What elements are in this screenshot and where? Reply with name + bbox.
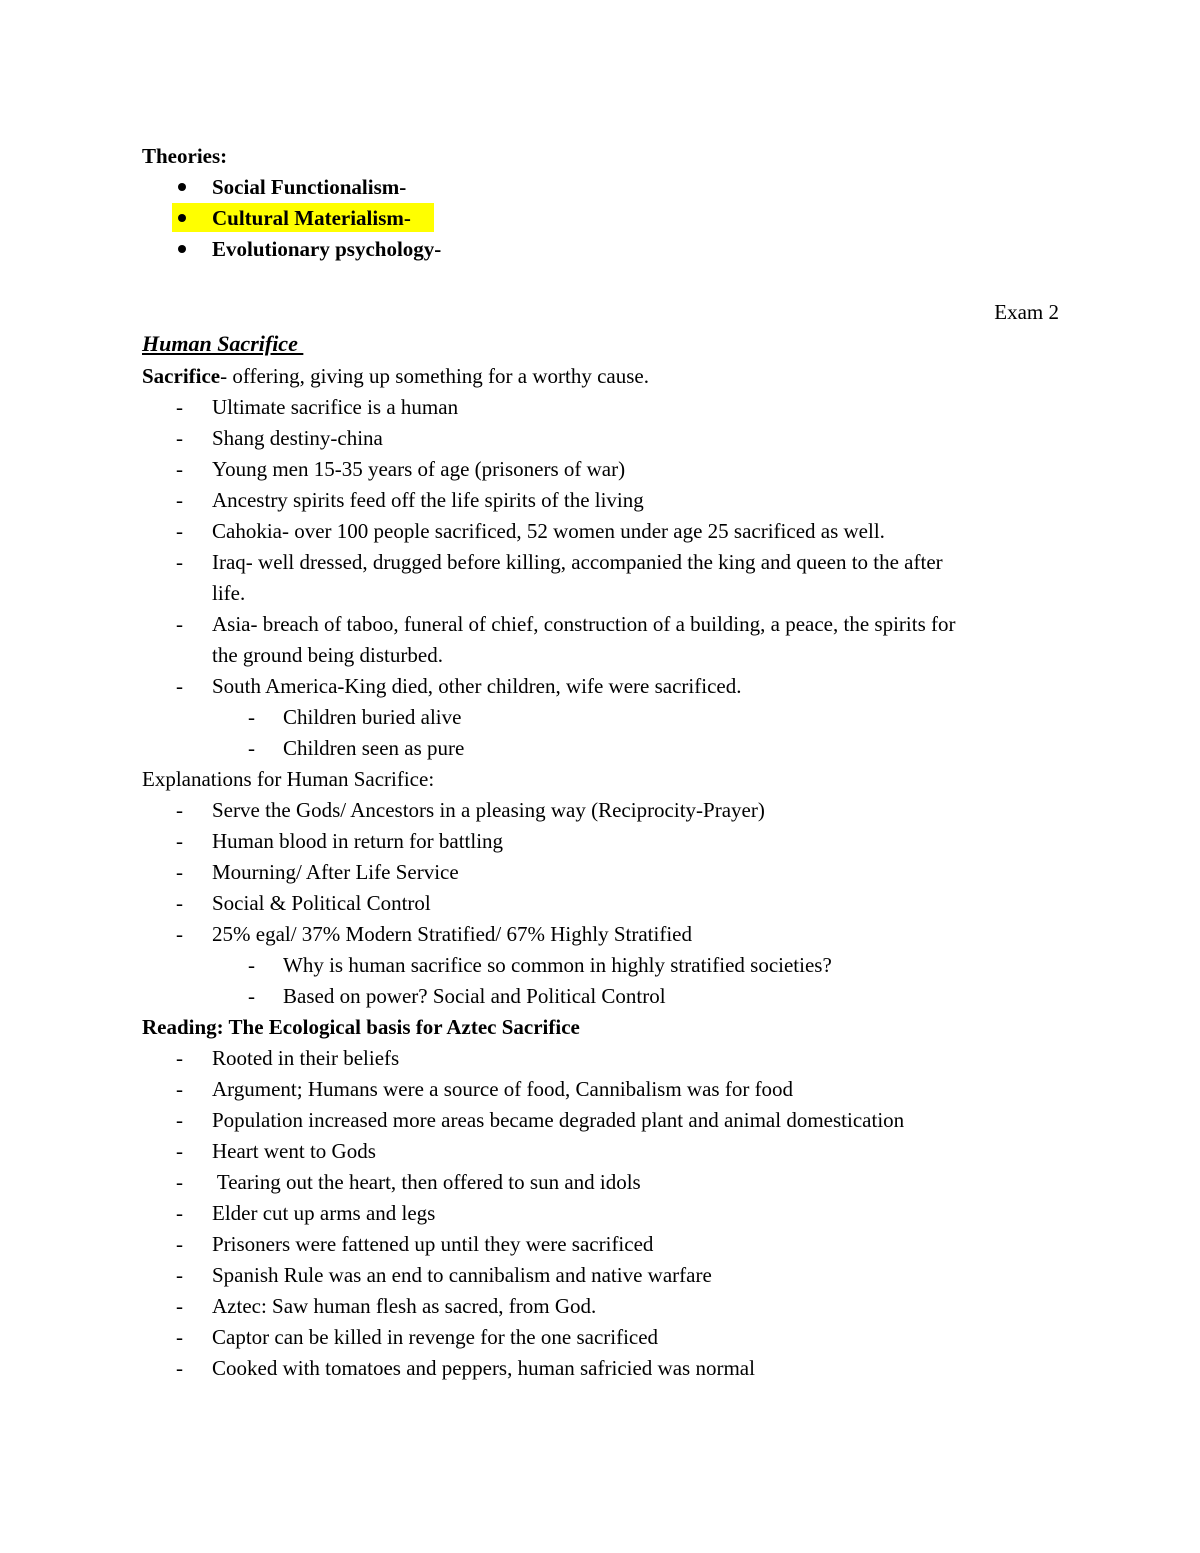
- dash-marker: -: [176, 426, 183, 450]
- dash-marker: -: [176, 1263, 183, 1287]
- dash-marker: -: [248, 984, 255, 1008]
- dash-marker: -: [176, 1046, 183, 1070]
- dash-marker: -: [176, 519, 183, 543]
- list-item: Social & Political Control: [212, 891, 431, 915]
- dash-marker: -: [176, 829, 183, 853]
- list-item: Shang destiny-china: [212, 426, 383, 450]
- dash-marker: -: [176, 1108, 183, 1132]
- theory-evolutionary-psychology: Evolutionary psychology-: [212, 237, 442, 261]
- sub-list-item: Children buried alive: [283, 705, 462, 729]
- bullet-icon: [178, 245, 186, 253]
- list-item: Ancestry spirits feed off the life spirits of the living: [212, 488, 644, 512]
- list-item: Iraq- well dressed, drugged before killing, accompanied the king and queen to the after: [212, 550, 943, 574]
- list-item: Aztec: Saw human flesh as sacred, from God.: [212, 1294, 597, 1318]
- list-item: Mourning/ After Life Service: [212, 860, 459, 884]
- dash-marker: -: [176, 1325, 183, 1349]
- dash-marker: -: [176, 860, 183, 884]
- bullet-icon: [178, 214, 186, 222]
- list-item: Human blood in return for battling: [212, 829, 504, 853]
- sub-list-item: Children seen as pure: [283, 736, 465, 760]
- list-item: Young men 15-35 years of age (prisoners of war): [212, 457, 626, 481]
- dash-marker: -: [176, 1356, 183, 1380]
- list-item: 25% egal/ 37% Modern Stratified/ 67% Highly Stratified: [212, 922, 692, 946]
- list-item-continuation: the ground being disturbed.: [212, 643, 443, 667]
- dash-marker: -: [176, 922, 183, 946]
- dash-marker: -: [176, 891, 183, 915]
- dash-marker: -: [176, 1170, 183, 1194]
- dash-marker: -: [176, 550, 183, 574]
- sub-list-item: Why is human sacrifice so common in highly stratified societies?: [283, 953, 832, 977]
- theories-heading: Theories:: [142, 144, 228, 168]
- list-item: Population increased more areas became degraded plant and animal domestication: [212, 1108, 905, 1132]
- list-item: Asia- breach of taboo, funeral of chief, construction of a building, a peace, the spirits for: [212, 612, 956, 636]
- list-item: Prisoners were fattened up until they were sacrificed: [212, 1232, 654, 1256]
- exam-label: Exam 2: [994, 300, 1059, 324]
- dash-marker: -: [176, 1232, 183, 1256]
- list-item: South America-King died, other children, wife were sacrificed.: [212, 674, 742, 698]
- dash-marker: -: [248, 705, 255, 729]
- list-item: Rooted in their beliefs: [212, 1046, 400, 1070]
- dash-marker: -: [176, 798, 183, 822]
- list-item: Cooked with tomatoes and peppers, human safricied was normal: [212, 1356, 755, 1380]
- dash-marker: -: [176, 612, 183, 636]
- definition-text: - offering, giving up something for a worthy cause.: [220, 364, 649, 388]
- list-item: Elder cut up arms and legs: [212, 1201, 436, 1225]
- list-item: Argument; Humans were a source of food, Cannibalism was for food: [212, 1077, 794, 1101]
- list-item: Tearing out the heart, then offered to sun and idols: [212, 1170, 641, 1194]
- dash-marker: -: [248, 953, 255, 977]
- definition-term: Sacrifice: [142, 364, 221, 388]
- section-title: Human Sacrifice: [142, 331, 304, 356]
- list-item: Ultimate sacrifice is a human: [212, 395, 459, 419]
- dash-marker: -: [176, 674, 183, 698]
- theory-social-functionalism: Social Functionalism-: [212, 175, 407, 199]
- dash-marker: -: [176, 1077, 183, 1101]
- list-item-continuation: life.: [212, 581, 246, 605]
- dash-marker: -: [176, 1294, 183, 1318]
- list-item: Heart went to Gods: [212, 1139, 376, 1163]
- list-item: Captor can be killed in revenge for the one sacrificed: [212, 1325, 659, 1349]
- sub-list-item: Based on power? Social and Political Control: [283, 984, 666, 1008]
- list-item: Cahokia- over 100 people sacrificed, 52 women under age 25 sacrificed as well.: [212, 519, 885, 543]
- list-item: Serve the Gods/ Ancestors in a pleasing way (Reciprocity-Prayer): [212, 798, 765, 822]
- dash-marker: -: [248, 736, 255, 760]
- definition-line: [142, 361, 649, 392]
- dash-marker: -: [176, 488, 183, 512]
- bullet-icon: [178, 183, 186, 191]
- list-item: Spanish Rule was an end to cannibalism and native warfare: [212, 1263, 712, 1287]
- dash-marker: -: [176, 395, 183, 419]
- theory-cultural-materialism: Cultural Materialism-: [212, 206, 411, 230]
- dash-marker: -: [176, 457, 183, 481]
- dash-marker: -: [176, 1139, 183, 1163]
- reading-heading: Reading: The Ecological basis for Aztec Sacrifice: [142, 1015, 580, 1039]
- explanations-heading: Explanations for Human Sacrifice:: [142, 767, 435, 791]
- dash-marker: -: [176, 1201, 183, 1225]
